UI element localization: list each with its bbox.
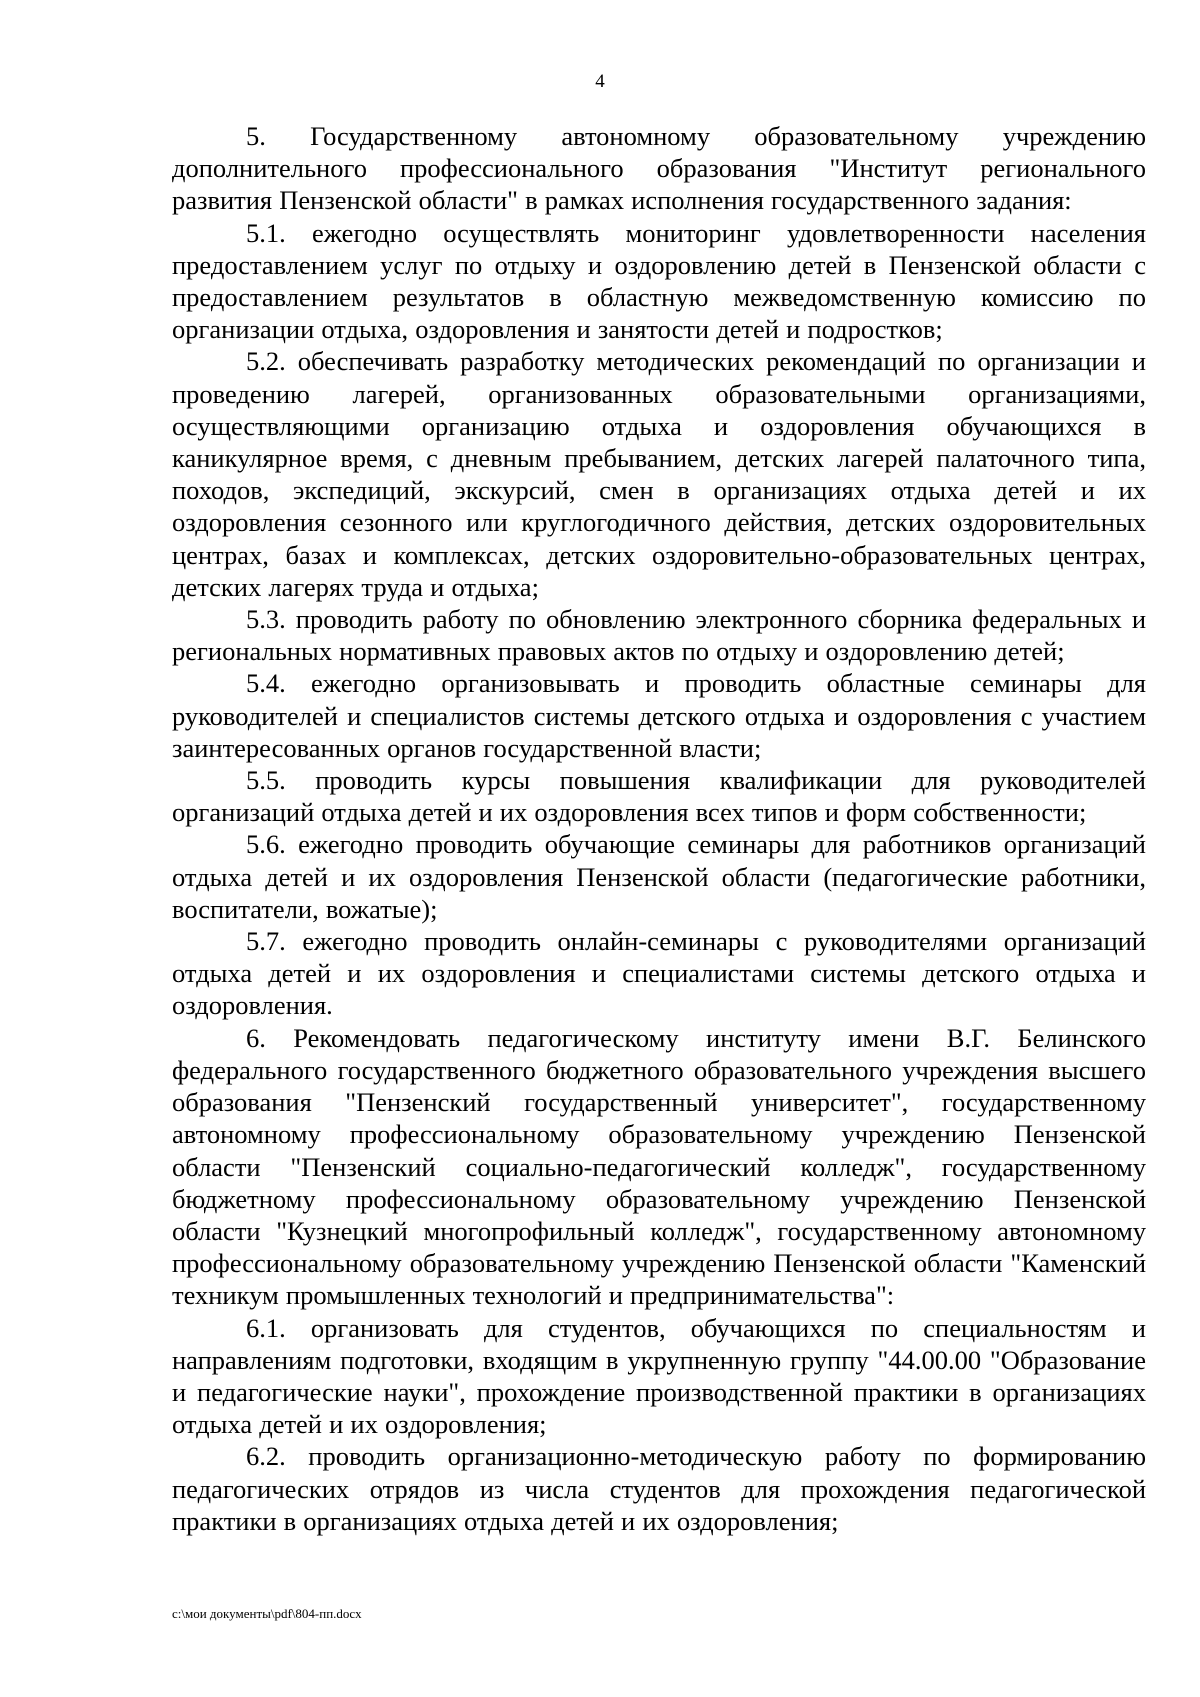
paragraph-5: 5. Государственному автономному образовательному учреждению дополнительного профессионального образования "Институт регионального развития Пензенской области" в рамках исполнения государственного задания: — [172, 121, 1146, 216]
footer-file-path: c:\мои документы\pdf\804-пп.docx — [172, 1606, 362, 1621]
document-body — [172, 120, 1146, 1537]
paragraph-6-2: 6.2. проводить организационно-методическую работу по формированию педагогических отрядов из числа студентов для прохождения педагогической практики в организациях отдыха детей и их оздоровления; — [172, 1441, 1146, 1536]
paragraph-6-1: 6.1. организовать для студентов, обучающихся по специальностям и направлениям подготовки, входящим в укрупненную группу "44.00.00 "Образование и педагогические науки", прохождение производственной практики в организациях отдыха детей и их оздоровления; — [172, 1312, 1146, 1440]
paragraph-5-7: 5.7. ежегодно проводить онлайн-семинары с руководителями организаций отдыха детей и их оздоровления и специалистами системы детского отдыха и оздоровления. — [172, 926, 1146, 1021]
page-number: 4 — [595, 71, 605, 92]
paragraph-5-2: 5.2. обеспечивать разработку методических рекомендаций по организации и проведению лагерей, организованных образовательными организациями, осуществляющими организацию отдыха и оздоровления обучающихся в каникулярное время, с дневным пребыванием, детских лагерей палаточного типа, походов, экспедиций, экскурсий, смен в организациях отдыха детей и их оздоровления сезонного или круглогодичного действия, детских оздоровительных центрах, базах и комплексах, детских оздоровительно-образовательных центрах, детских лагерях труда и отдыха; — [172, 346, 1146, 602]
paragraph-5-1: 5.1. ежегодно осуществлять мониторинг удовлетворенности населения предоставлением услуг по отдыху и оздоровлению детей в Пензенской области с предоставлением результатов в областную межведомственную комиссию по организации отдыха, оздоровления и занятости детей и подростков; — [172, 217, 1146, 345]
paragraph-5-6: 5.6. ежегодно проводить обучающие семинары для работников организаций отдыха детей и их оздоровления Пензенской области (педагогические работники, воспитатели, вожатые); — [172, 829, 1146, 924]
paragraph-5-3: 5.3. проводить работу по обновлению электронного сборника федеральных и региональных нормативных правовых актов по отдыху и оздоровлению детей; — [172, 604, 1146, 667]
paragraph-5-4: 5.4. ежегодно организовывать и проводить областные семинары для руководителей и специалистов системы детского отдыха и оздоровления с участием заинтересованных органов государственной власти; — [172, 668, 1146, 763]
paragraph-5-5: 5.5. проводить курсы повышения квалификации для руководителей организаций отдыха детей и их оздоровления всех типов и форм собственности; — [172, 765, 1146, 828]
paragraph-6: 6. Рекомендовать педагогическому институту имени В.Г. Белинского федерального государственного бюджетного образовательного учреждения высшего образования "Пензенский государственный университет", государственному автономному профессиональному образовательному учреждению Пензенской области "Пензенский социально-педагогический колледж", государственному бюджетному профессиональному образовательному учреждению Пензенской области "Кузнецкий многопрофильный колледж", государственному автономному профессиональному образовательному учреждению Пензенской области "Каменский техникум промышленных технологий и предпринимательства": — [172, 1022, 1146, 1311]
